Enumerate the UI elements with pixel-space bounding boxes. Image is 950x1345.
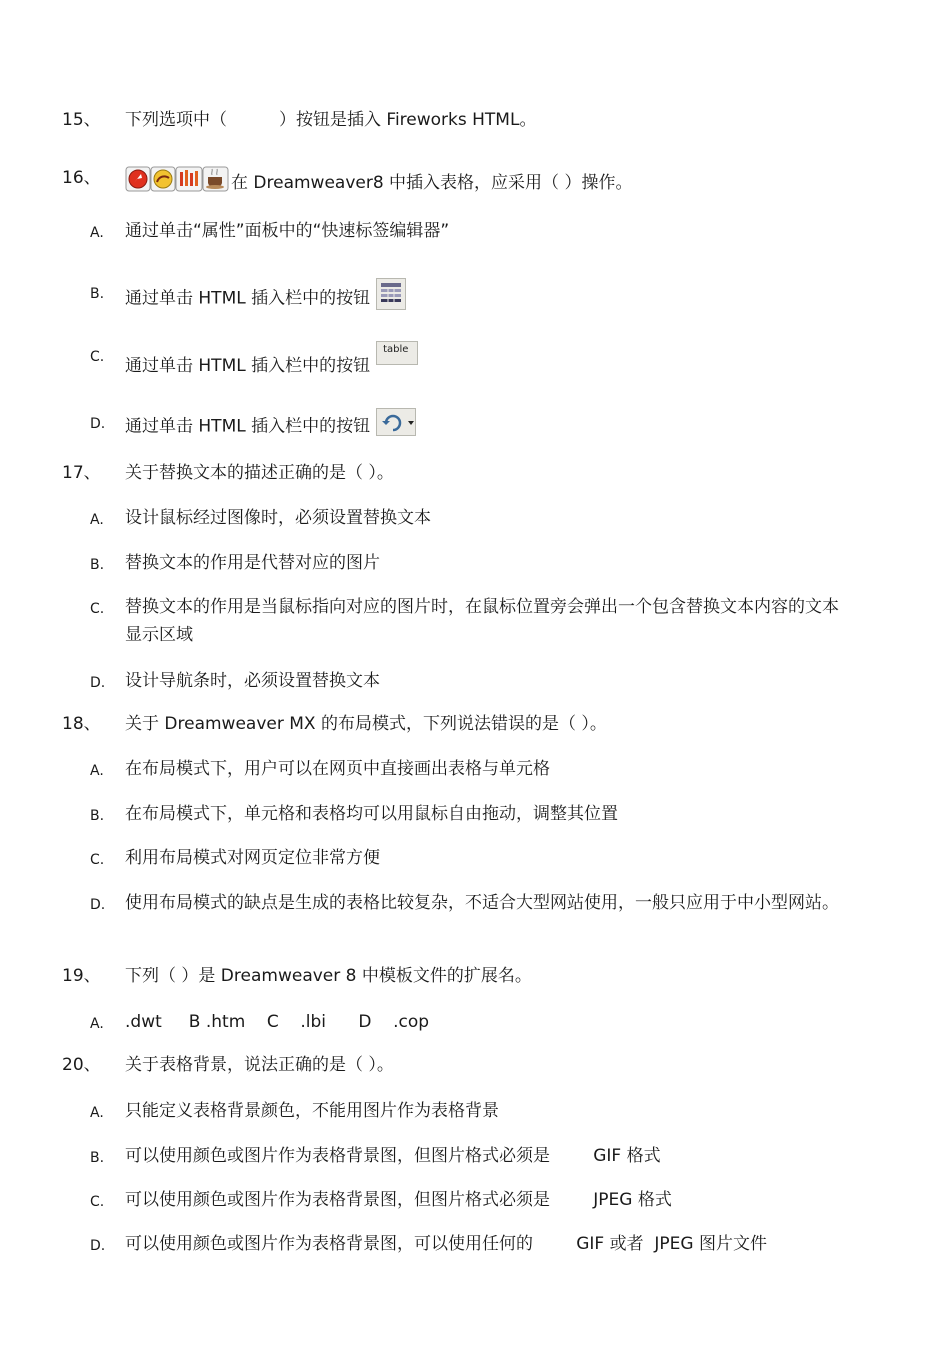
option-letter: B. [90, 557, 105, 573]
option-letter: B. [90, 286, 105, 302]
option-text: 通过单击 HTML 插入栏中的按钮 [125, 278, 845, 319]
option-letter: D. [90, 416, 106, 432]
question-number: 15、 [62, 110, 101, 130]
flash-text-icon [151, 167, 175, 191]
option-text: 在布局模式下，单元格和表格均可以用鼠标自由拖动，调整其位置 [125, 804, 618, 824]
option-letter: A. [90, 763, 104, 779]
option-text: 可以使用颜色或图片作为表格背景图，但图片格式必须是 GIF 格式 [125, 1146, 661, 1166]
option-text: 替换文本的作用是当鼠标指向对应的图片时，在鼠标位置旁会弹出一个包含替换文本内容的文本显示区域 [125, 597, 839, 645]
option-letter: B. [90, 1150, 105, 1166]
option-letter: C. [90, 349, 105, 365]
question-number: 18、 [62, 714, 101, 734]
question-number: 17、 [62, 463, 101, 483]
option-text: 通过单击 HTML 插入栏中的按钮 table [125, 341, 845, 380]
question-text: 在 Dreamweaver8 中插入表格，应采用（ ）操作。 [125, 166, 632, 199]
option-text: 通过单击 HTML 插入栏中的按钮 [125, 408, 845, 445]
option-text: 只能定义表格背景颜色，不能用图片作为表格背景 [125, 1101, 499, 1121]
fireworks-icon [126, 167, 150, 191]
question-text: 关于替换文本的描述正确的是（ ）。 [125, 463, 394, 483]
option-letter: A. [90, 1016, 104, 1032]
table-text-icon [376, 341, 418, 365]
option-letter: D. [90, 675, 106, 691]
option-text: 可以使用颜色或图片作为表格背景图，可以使用任何的 GIF 或者 JPEG 图片文件 [125, 1234, 767, 1254]
option-text: 利用布局模式对网页定位非常方便 [125, 848, 380, 868]
option-text: .dwt B .htm C .lbi D .cop [125, 1012, 430, 1032]
option-letter: D. [90, 897, 106, 913]
icon-strip [125, 166, 229, 199]
option-text: 通过单击“属性”面板中的“快速标签编辑器” [125, 221, 450, 241]
question-number: 20、 [62, 1055, 101, 1075]
option-text: 替换文本的作用是代替对应的图片 [125, 553, 380, 573]
option-text: 设计导航条时，必须设置替换文本 [125, 671, 380, 691]
option-letter: C. [90, 601, 105, 617]
refresh-dropdown-icon [376, 408, 416, 445]
question-text: 关于表格背景，说法正确的是（ ）。 [125, 1055, 394, 1075]
option-letter: D. [90, 1238, 106, 1254]
option-text: 可以使用颜色或图片作为表格背景图，但图片格式必须是 JPEG 格式 [125, 1190, 672, 1210]
option-text: 使用布局模式的缺点是生成的表格比较复杂，不适合大型网站使用，一般只应用于中小型网站。 [125, 893, 839, 913]
option-letter: A. [90, 225, 104, 241]
option-letter: C. [90, 852, 105, 868]
question-number: 16、 [62, 168, 101, 188]
option-letter: C. [90, 1194, 105, 1210]
coffee-icon [203, 167, 228, 191]
question-text: 关于 Dreamweaver MX 的布局模式，下列说法错误的是（ ）。 [125, 714, 607, 734]
table-grid-icon [376, 278, 406, 319]
question-text: 下列（ ）是 Dreamweaver 8 中模板文件的扩展名。 [125, 966, 532, 986]
table-icon-label: table [383, 344, 409, 355]
option-letter: A. [90, 1105, 104, 1121]
option-letter: B. [90, 808, 105, 824]
flash-buttons-icon [176, 167, 202, 191]
question-number: 19、 [62, 966, 101, 986]
option-letter: A. [90, 512, 104, 528]
option-text: 设计鼠标经过图像时，必须设置替换文本 [125, 508, 431, 528]
option-text: 在布局模式下，用户可以在网页中直接画出表格与单元格 [125, 759, 550, 779]
question-text: 下列选项中（ ）按钮是插入 Fireworks HTML。 [125, 110, 537, 130]
